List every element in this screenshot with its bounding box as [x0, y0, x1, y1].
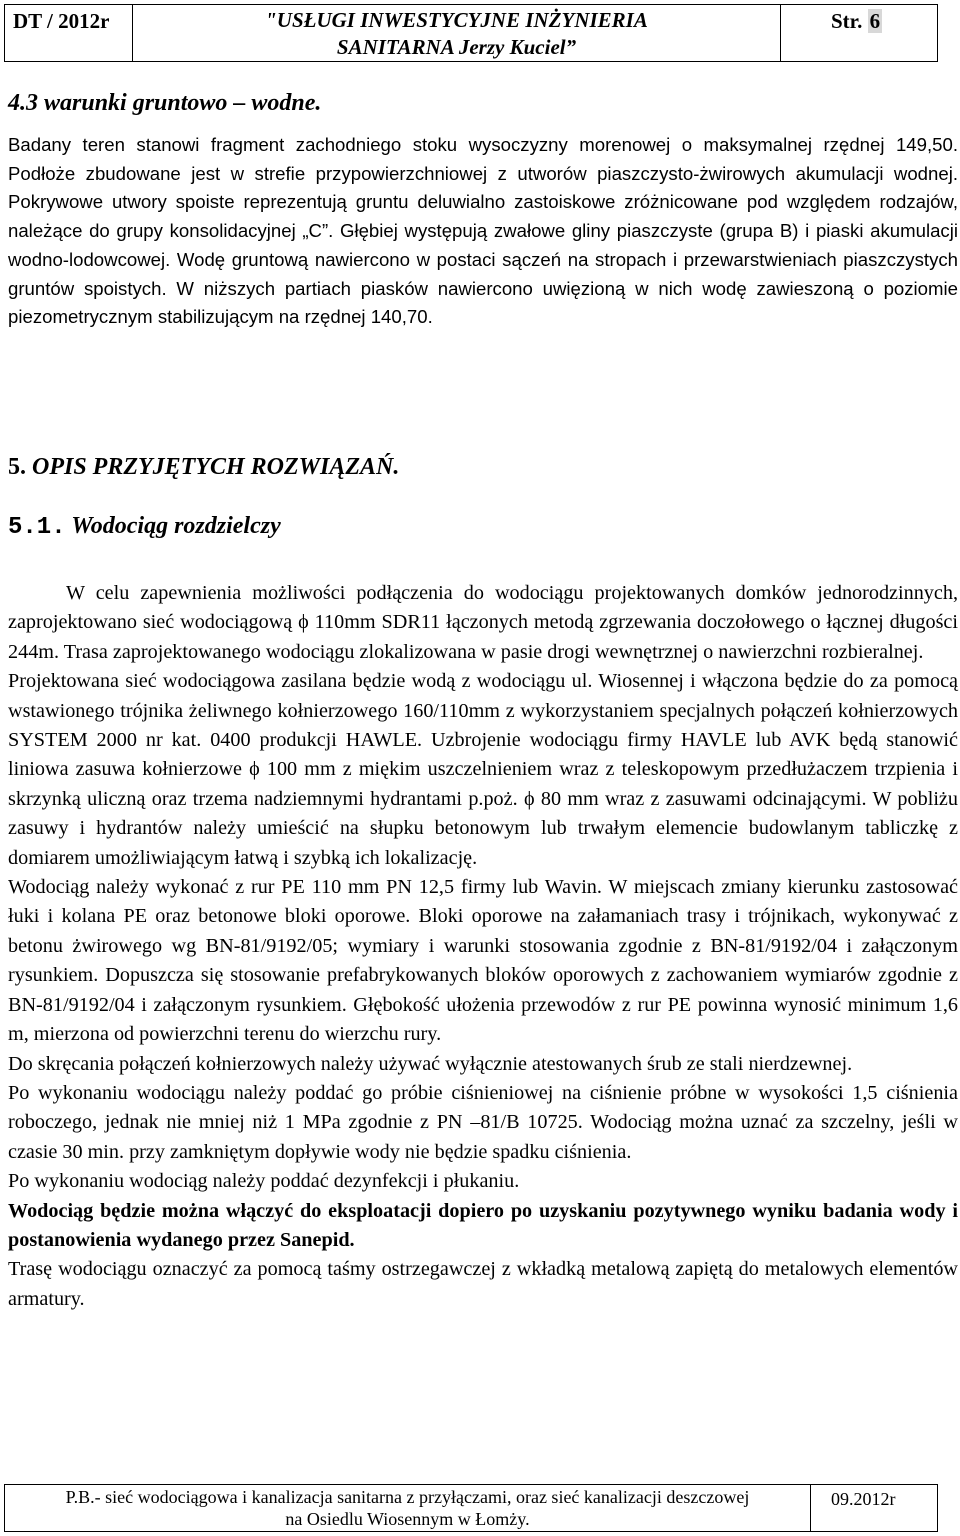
- header-page-label: Str.: [831, 9, 863, 33]
- paragraph: Projektowana sieć wodociągowa zasilana będzie wodą z wodociągu ul. Wiosennej i włączona będzie do za pomocą wstawionego trójnika żeliwnego kołnierzowego 160/110mm z wykorzystaniem specjalnych połączeń kołnierzowych SYSTEM 2000 nr kat. 0400 produkcji HAWLE. Uzbrojenie wodociągu firmy HAVLE lub AVK będą stanowić liniowa zasuwa kołnierzowe ϕ 100 mm z miękim uszczelnieniem wraz z teleskopowym przedłużaczem trzpienia i skrzynką uliczną oraz trzema nadziemnymi hydrantami p.poż. ϕ 80 mm wraz z zasuwami odcinającymi. W pobliżu zasuwy i hydrantów należy umieścić na słupku betonowym lub trwałym elemencie budowlanym tabliczkę z domiarem umożliwiającym łatwą i szybką ich lokalizację.: [8, 670, 958, 869]
- paragraph-4-3: Badany teren stanowi fragment zachodniego stoku wysoczyzny morenowej o maksymalnej rzędnej 149,50. Podłoże zbudowane jest w strefie przypowierzchniowej z utworów piaszczysto-żwirowych akumulacji wodnej. Pokrywowe utwory spoiste reprezentują gruntu deluwialno zastoiskowe zróżnicowane pod względem rodzajów, należące do grupy konsolidacyjnej „C”. Głębiej występują zwałowe gliny piaszczyste (grupa B) i piaski akumulacji wodno-lodowcowej. Wodę gruntową nawiercono w postaci sączeń na stropach i przewarstwieniach piaszczystych gruntów spoistych. W niższych partiach piasków nawiercono uwięzioną w nich wodę zawieszoną o poziomie piezometrycznym stabilizującym na rzędnej 140,70.: [8, 134, 958, 328]
- page-footer: [4, 1484, 938, 1532]
- footer-project: [5, 1485, 811, 1531]
- paragraph: W celu zapewnienia możliwości podłączenia do wodociągu projektowanych domków jednorodzinnych, zaprojektowano sieć wodociągową ϕ 110mm SDR11 łączonych metodą zgrzewania doczołowego o łącznej długości 244m. Trasa zaprojektowanego wodociągu zlokalizowana w pasie drogi wewnętrznej o nawierzchni rozbieralnej.: [8, 582, 958, 663]
- heading-4-3: 4.3 warunki gruntowo – wodne.: [8, 90, 322, 116]
- header-page-number: 6: [869, 9, 881, 33]
- section-5-1-text: [8, 579, 958, 1314]
- heading-5: [8, 454, 399, 481]
- heading-5-title: OPIS PRZYJĘTYCH ROZWIĄZAŃ.: [32, 454, 400, 480]
- bold-paragraph: Wodociąg będzie można włączyć do eksploatacji dopiero po uzyskaniu pozytywnego wyniku badania wody i postanowienia wydanego przez Sanepid.: [8, 1199, 958, 1251]
- header-doc-code: DT / 2012r: [5, 5, 133, 61]
- paragraph: Do skręcania połączeń kołnierzowych należy używać wyłącznie atestowanych śrub ze stali nierdzewnej.: [8, 1052, 853, 1075]
- footer-project-line2: na Osiedlu Wiosennym w Łomży.: [285, 1509, 530, 1529]
- heading-5-1-title: Wodociąg rozdzielczy: [71, 513, 281, 539]
- heading-5-1-number: 5.1.: [8, 514, 66, 541]
- header-company: [133, 5, 781, 61]
- section-4-3-text: [8, 131, 958, 332]
- header-page: [781, 5, 937, 61]
- paragraph: Trasę wodociągu oznaczyć za pomocą taśmy ostrzegawczej z wkładką metalową zapiętą do metalowych elementów armatury.: [8, 1258, 958, 1310]
- heading-5-number: 5.: [8, 454, 26, 480]
- paragraph: Po wykonaniu wodociąg należy poddać dezynfekcji i płukaniu.: [8, 1170, 520, 1193]
- heading-5-1: [8, 513, 281, 541]
- header-company-line1: "USŁUGI INWESTYCYJNE INŻYNIERIA: [265, 8, 648, 32]
- paragraph: Wodociąg należy wykonać z rur PE 110 mm PN 12,5 firmy lub Wavin. W miejscach zmiany kierunku zastosować łuki i kolana PE oraz betonowe bloki oporowe. Bloki oporowe na załamaniach trasy i trójnikach, wykonywać z betonu żwirowego wg BN-81/9192/05; wymiary i warunki stosowania zgodnie z BN-81/9192/04 i załączonym rysunkiem. Dopuszcza się stosowanie prefabrykowanych bloków oporowych z zachowaniem wymiarów zgodnie z BN-81/9192/04 i załączonym rysunkiem. Głębokość ułożenia przewodów z rur PE powinna wynosić minimum 1,6 m, mierzona od powierzchni terenu do wierzchu rury.: [8, 876, 958, 1046]
- footer-date: 09.2012r: [831, 1489, 896, 1509]
- footer-project-line1: P.B.- sieć wodociągowa i kanalizacja sanitarna z przyłączami, oraz sieć kanalizacji deszczowej: [65, 1487, 750, 1507]
- header-company-line2: SANITARNA Jerzy Kuciel”: [336, 35, 577, 59]
- page-header: [4, 4, 938, 62]
- paragraph: Po wykonaniu wodociągu należy poddać go próbie ciśnieniowej na ciśnienie próbne w wysokości 1,5 ciśnienia roboczego, jednak nie mniej niż 1 MPa zgodnie z PN –81/B 10725. Wodociąg można uznać za szczelny, jeśli w czasie 30 min. przy zamkniętym dopływie wody nie będzie spadku ciśnienia.: [8, 1081, 958, 1163]
